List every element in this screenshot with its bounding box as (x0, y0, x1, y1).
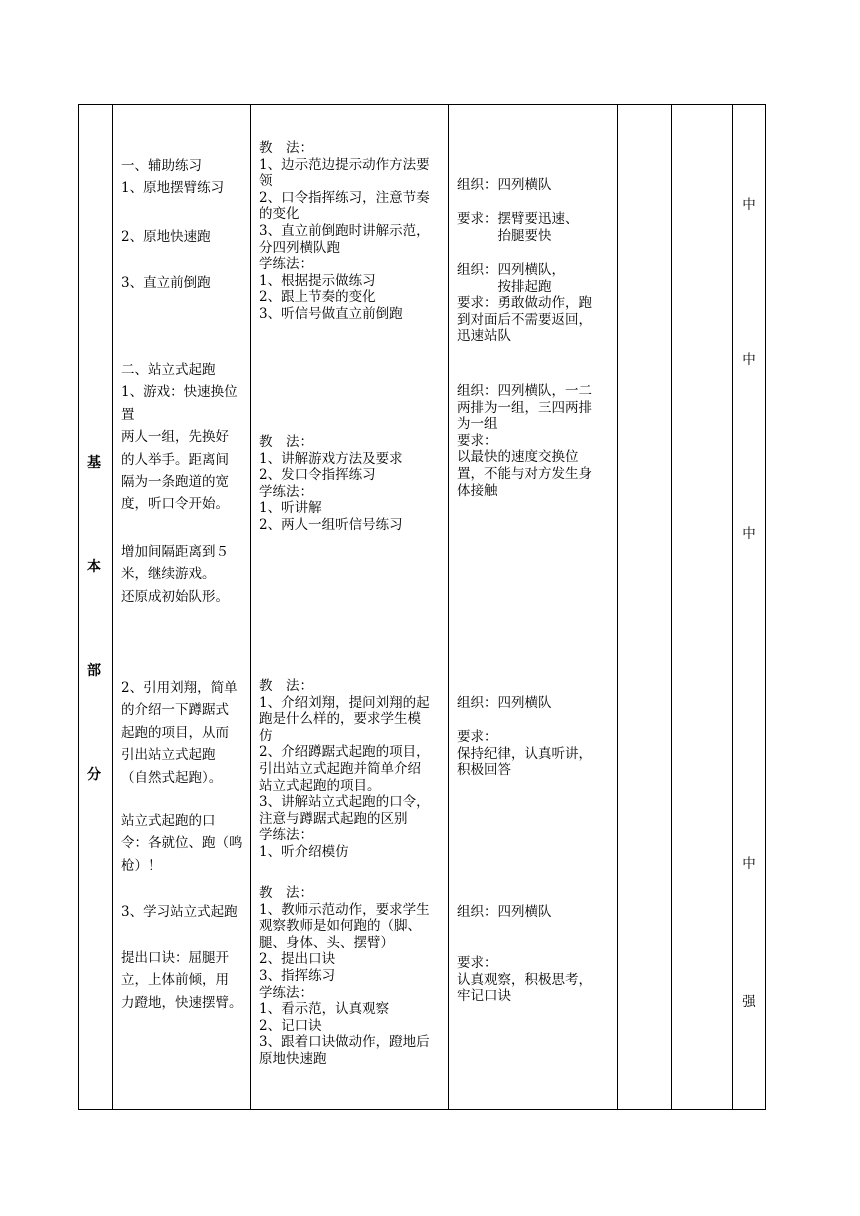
content-line: 3、学习站立式起跑 (121, 904, 238, 920)
methods-line: 分四列横队跑 (259, 239, 340, 256)
content-line: 提出口诀：屈腿开 (121, 950, 229, 966)
content-line: 还原成初始队形。 (121, 588, 229, 605)
methods-line: 3、听信号做直立前倒跑 (259, 306, 403, 322)
organization-line: 按排起跑 (457, 278, 552, 295)
organization-line: 要求：勇敢做动作，跑 (457, 295, 592, 312)
methods-line: 领 (259, 173, 273, 190)
organization-line: 积极回答 (457, 762, 511, 779)
organization-line: 组织：四列横队 (457, 904, 552, 920)
content-line: 起跑的项目，从而 (121, 724, 229, 741)
methods-line: 站立式起跑的项目。 (259, 777, 381, 794)
intensity-label: 中 (742, 856, 756, 872)
methods-line: 3、直立前倒跑时讲解示范， (259, 223, 430, 239)
methods-line: 教 法： (259, 885, 313, 901)
organization-line: 置，不能与对方发生身 (457, 466, 592, 482)
organization-line: 到对面后不需要返回， (457, 311, 592, 328)
content-line: 一、辅助练习 (121, 158, 202, 174)
organization-line: 两排为一组，三四两排 (457, 399, 592, 416)
methods-line: 的变化 (259, 206, 300, 223)
intensity-label: 中 (742, 526, 756, 542)
methods-line: 学练法： (259, 483, 313, 500)
organization-line: 保持纪律，认真听讲， (457, 745, 592, 762)
organization-column (449, 105, 618, 1110)
methods-line: 学练法： (259, 984, 313, 1001)
methods-line: 学练法： (259, 256, 313, 273)
methods-line: 1、介绍刘翔，提问刘翔的起 (259, 694, 430, 711)
methods-column (251, 105, 449, 1110)
content-line: 枪）！ (121, 857, 162, 874)
content-column (113, 105, 251, 1110)
methods-line: 2、口令指挥练习，注意节奏 (259, 189, 430, 206)
organization-line: 抬腿要快 (457, 227, 552, 244)
content-line: 力蹬地，快速摆臂。 (121, 994, 243, 1011)
methods-line: 原地快速跑 (259, 1051, 327, 1067)
methods-line: 3、讲解站立式起跑的口令， (259, 794, 430, 811)
content-line: 隔为一条跑道的宽 (121, 474, 229, 490)
content-line: 2、引用刘翔，简单 (121, 680, 238, 696)
content-line: 1、原地摆臂练习 (121, 180, 225, 197)
intensity-label: 中 (742, 352, 756, 368)
methods-line: 1、听讲解 (259, 500, 322, 517)
methods-line: 仿 (259, 727, 273, 744)
content-line: 增加间隔距离到５ (121, 544, 229, 560)
organization-line: 要求： (457, 432, 498, 449)
methods-line: 教 法： (259, 140, 313, 156)
methods-line: 3、指挥练习 (259, 968, 336, 984)
content-line: 站立式起跑的口 (121, 813, 216, 829)
organization-line: 认真观察，积极思考， (457, 971, 592, 988)
methods-line: 2、提出口诀 (259, 951, 336, 968)
content-line: 令：各就位、跑（鸣 (121, 835, 243, 852)
organization-line: 组织：四列横队，一二 (457, 383, 592, 399)
methods-line: 学练法： (259, 827, 313, 844)
methods-line: 1、边示范边提示动作方法要 (259, 156, 430, 173)
methods-line: 2、发口令指挥练习 (259, 467, 376, 484)
content-line: 的人举手。距离间 (121, 451, 229, 468)
methods-line: 1、看示范，认真观察 (259, 1001, 390, 1018)
section-char: 部 (87, 663, 101, 679)
methods-line: 2、记口诀 (259, 1017, 322, 1034)
methods-line: 3、跟着口诀做动作，蹬地后 (259, 1034, 430, 1051)
methods-line: 1、听介绍模仿 (259, 844, 349, 860)
empty-column (672, 105, 733, 1110)
organization-line: 以最快的速度交换位 (457, 449, 579, 466)
organization-line: 组织：四列横队， (457, 262, 565, 278)
organization-line: 组织：四列横队 (457, 695, 552, 711)
content-line: 2、原地快速跑 (121, 229, 211, 245)
content-line: 置 (121, 406, 135, 423)
organization-line: 要求： (457, 729, 498, 745)
section-char: 本 (87, 559, 101, 575)
organization-line: 迅速站队 (457, 328, 511, 345)
methods-line: 2、跟上节奏的变化 (259, 289, 376, 306)
methods-line: 教 法： (259, 434, 313, 450)
content-line: 的介绍一下蹲踞式 (121, 702, 229, 719)
content-line: 二、站立式起跑 (121, 362, 216, 378)
methods-line: 教 法： (259, 678, 313, 694)
methods-line: 引出站立式起跑并简单介绍 (259, 761, 421, 777)
content-line: （自然式起跑）。 (121, 769, 223, 786)
organization-line: 牢记口诀 (457, 988, 511, 1005)
section-char: 基 (87, 455, 101, 471)
methods-line: 2、两人一组听信号练习 (259, 517, 403, 533)
methods-line: 1、根据提示做练习 (259, 272, 376, 289)
section-column (79, 105, 113, 1110)
organization-line: 为一组 (457, 416, 498, 433)
empty-column (618, 105, 672, 1110)
organization-line: 体接触 (457, 482, 498, 499)
content-line: 度，听口令开始。 (121, 496, 229, 513)
lesson-plan-table (78, 104, 766, 1110)
content-line: 两人一组，先换好 (121, 429, 229, 446)
methods-line: 腿、身体、头、摆臂） (259, 934, 394, 951)
methods-line: 观察教师是如何跑的（脚、 (259, 918, 421, 935)
methods-line: 1、教师示范动作，要求学生 (259, 901, 430, 918)
content-line: 3、直立前倒跑 (121, 275, 211, 291)
content-line: 米，继续游戏。 (121, 566, 216, 583)
section-char: 分 (87, 767, 101, 783)
methods-line: 1、讲解游戏方法及要求 (259, 450, 403, 467)
intensity-label: 中 (742, 197, 756, 213)
intensity-column (733, 105, 766, 1110)
organization-line: 组织：四列横队 (457, 177, 552, 193)
content-line: 引出站立式起跑 (121, 747, 216, 764)
methods-line: 注意与蹲踞式起跑的区别 (259, 810, 408, 827)
methods-line: 跑是什么样的，要求学生模 (259, 711, 421, 728)
methods-line: 2、介绍蹲踞式起跑的项目， (259, 744, 430, 761)
intensity-label: 强 (742, 994, 756, 1010)
content-line: 立，上体前倾，用 (121, 972, 229, 989)
content-line: 1、游戏：快速换位 (121, 384, 238, 401)
organization-line: 要求：摆臂要迅速、 (457, 211, 579, 227)
organization-line: 要求： (457, 955, 498, 971)
